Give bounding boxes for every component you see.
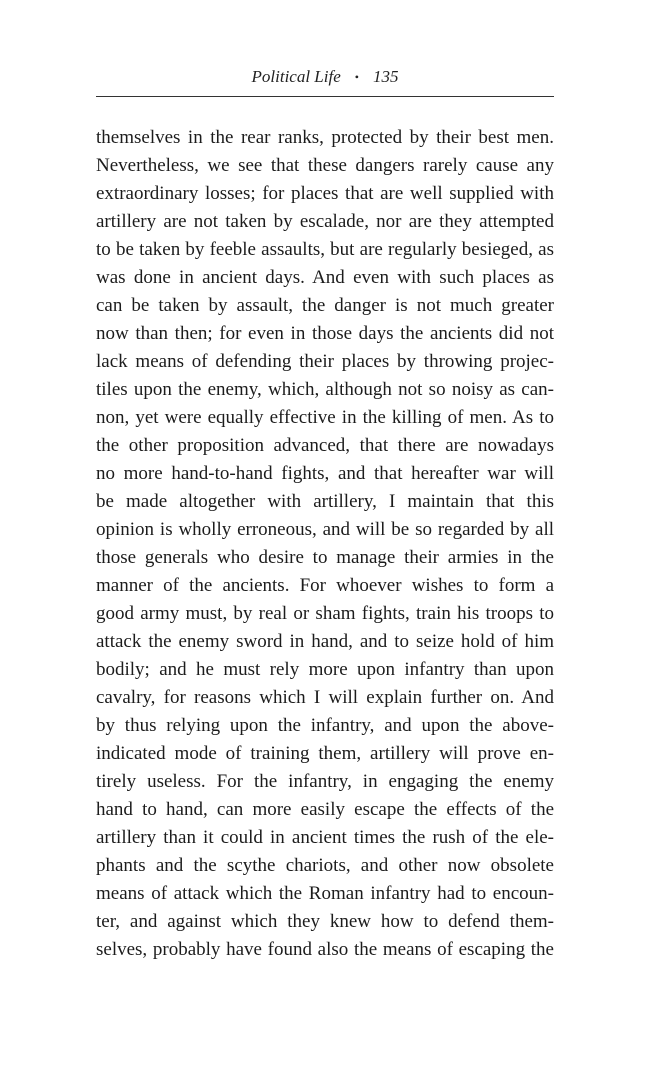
text-line: manner of the ancients. For whoever wishes to form a: [96, 575, 554, 596]
text-line: by thus relying upon the infantry, and upon the above-: [96, 715, 554, 736]
text-line: phants and the scythe chariots, and other now obsolete: [96, 855, 554, 876]
running-head-separator: •: [354, 70, 359, 84]
header-rule: [96, 96, 554, 97]
text-line: extraordinary losses; for places that are well supplied with: [96, 183, 554, 204]
text-line: means of attack which the Roman infantry had to encoun-: [96, 883, 554, 904]
text-line: attack the enemy sword in hand, and to seize hold of him: [96, 631, 554, 652]
body-text: [96, 124, 554, 964]
text-line: cavalry, for reasons which I will explain further on. And: [96, 687, 554, 708]
text-line: opinion is wholly erroneous, and will be so regarded by all: [96, 519, 554, 540]
text-line: be made altogether with artillery, I maintain that this: [96, 491, 554, 512]
text-line: non, yet were equally effective in the killing of men. As to: [96, 407, 554, 428]
running-head: [96, 66, 554, 89]
text-line: indicated mode of training them, artillery will prove en-: [96, 743, 554, 764]
text-line: ter, and against which they knew how to defend them-: [96, 911, 554, 932]
text-line: themselves in the rear ranks, protected by their best men.: [96, 127, 554, 148]
text-line: the other proposition advanced, that there are nowadays: [96, 435, 554, 456]
text-line: now than then; for even in those days the ancients did not: [96, 323, 554, 344]
page-number: 135: [372, 67, 399, 86]
text-line: bodily; and he must rely more upon infantry than upon: [96, 659, 554, 680]
text-line: was done in ancient days. And even with such places as: [96, 267, 554, 288]
text-line: tiles upon the enemy, which, although not so noisy as can-: [96, 379, 554, 400]
book-page: [96, 0, 554, 1065]
text-line: can be taken by assault, the danger is not much greater: [96, 295, 554, 316]
text-line: tirely useless. For the infantry, in engaging the enemy: [96, 771, 554, 792]
text-line: those generals who desire to manage their armies in the: [96, 547, 554, 568]
text-line: artillery are not taken by escalade, nor are they attempted: [96, 211, 554, 232]
text-line: good army must, by real or sham fights, train his troops to: [96, 603, 554, 624]
running-head-title: Political Life: [251, 67, 341, 86]
text-line: selves, probably have found also the means of escaping the: [96, 939, 554, 960]
text-line: to be taken by feeble assaults, but are regularly besieged, as: [96, 239, 554, 260]
text-line: Nevertheless, we see that these dangers rarely cause any: [96, 155, 554, 176]
text-line: hand to hand, can more easily escape the effects of the: [96, 799, 554, 820]
text-line: lack means of defending their places by throwing projec-: [96, 351, 554, 372]
text-line: artillery than it could in ancient times the rush of the ele-: [96, 827, 554, 848]
text-line: no more hand-to-hand fights, and that hereafter war will: [96, 463, 554, 484]
